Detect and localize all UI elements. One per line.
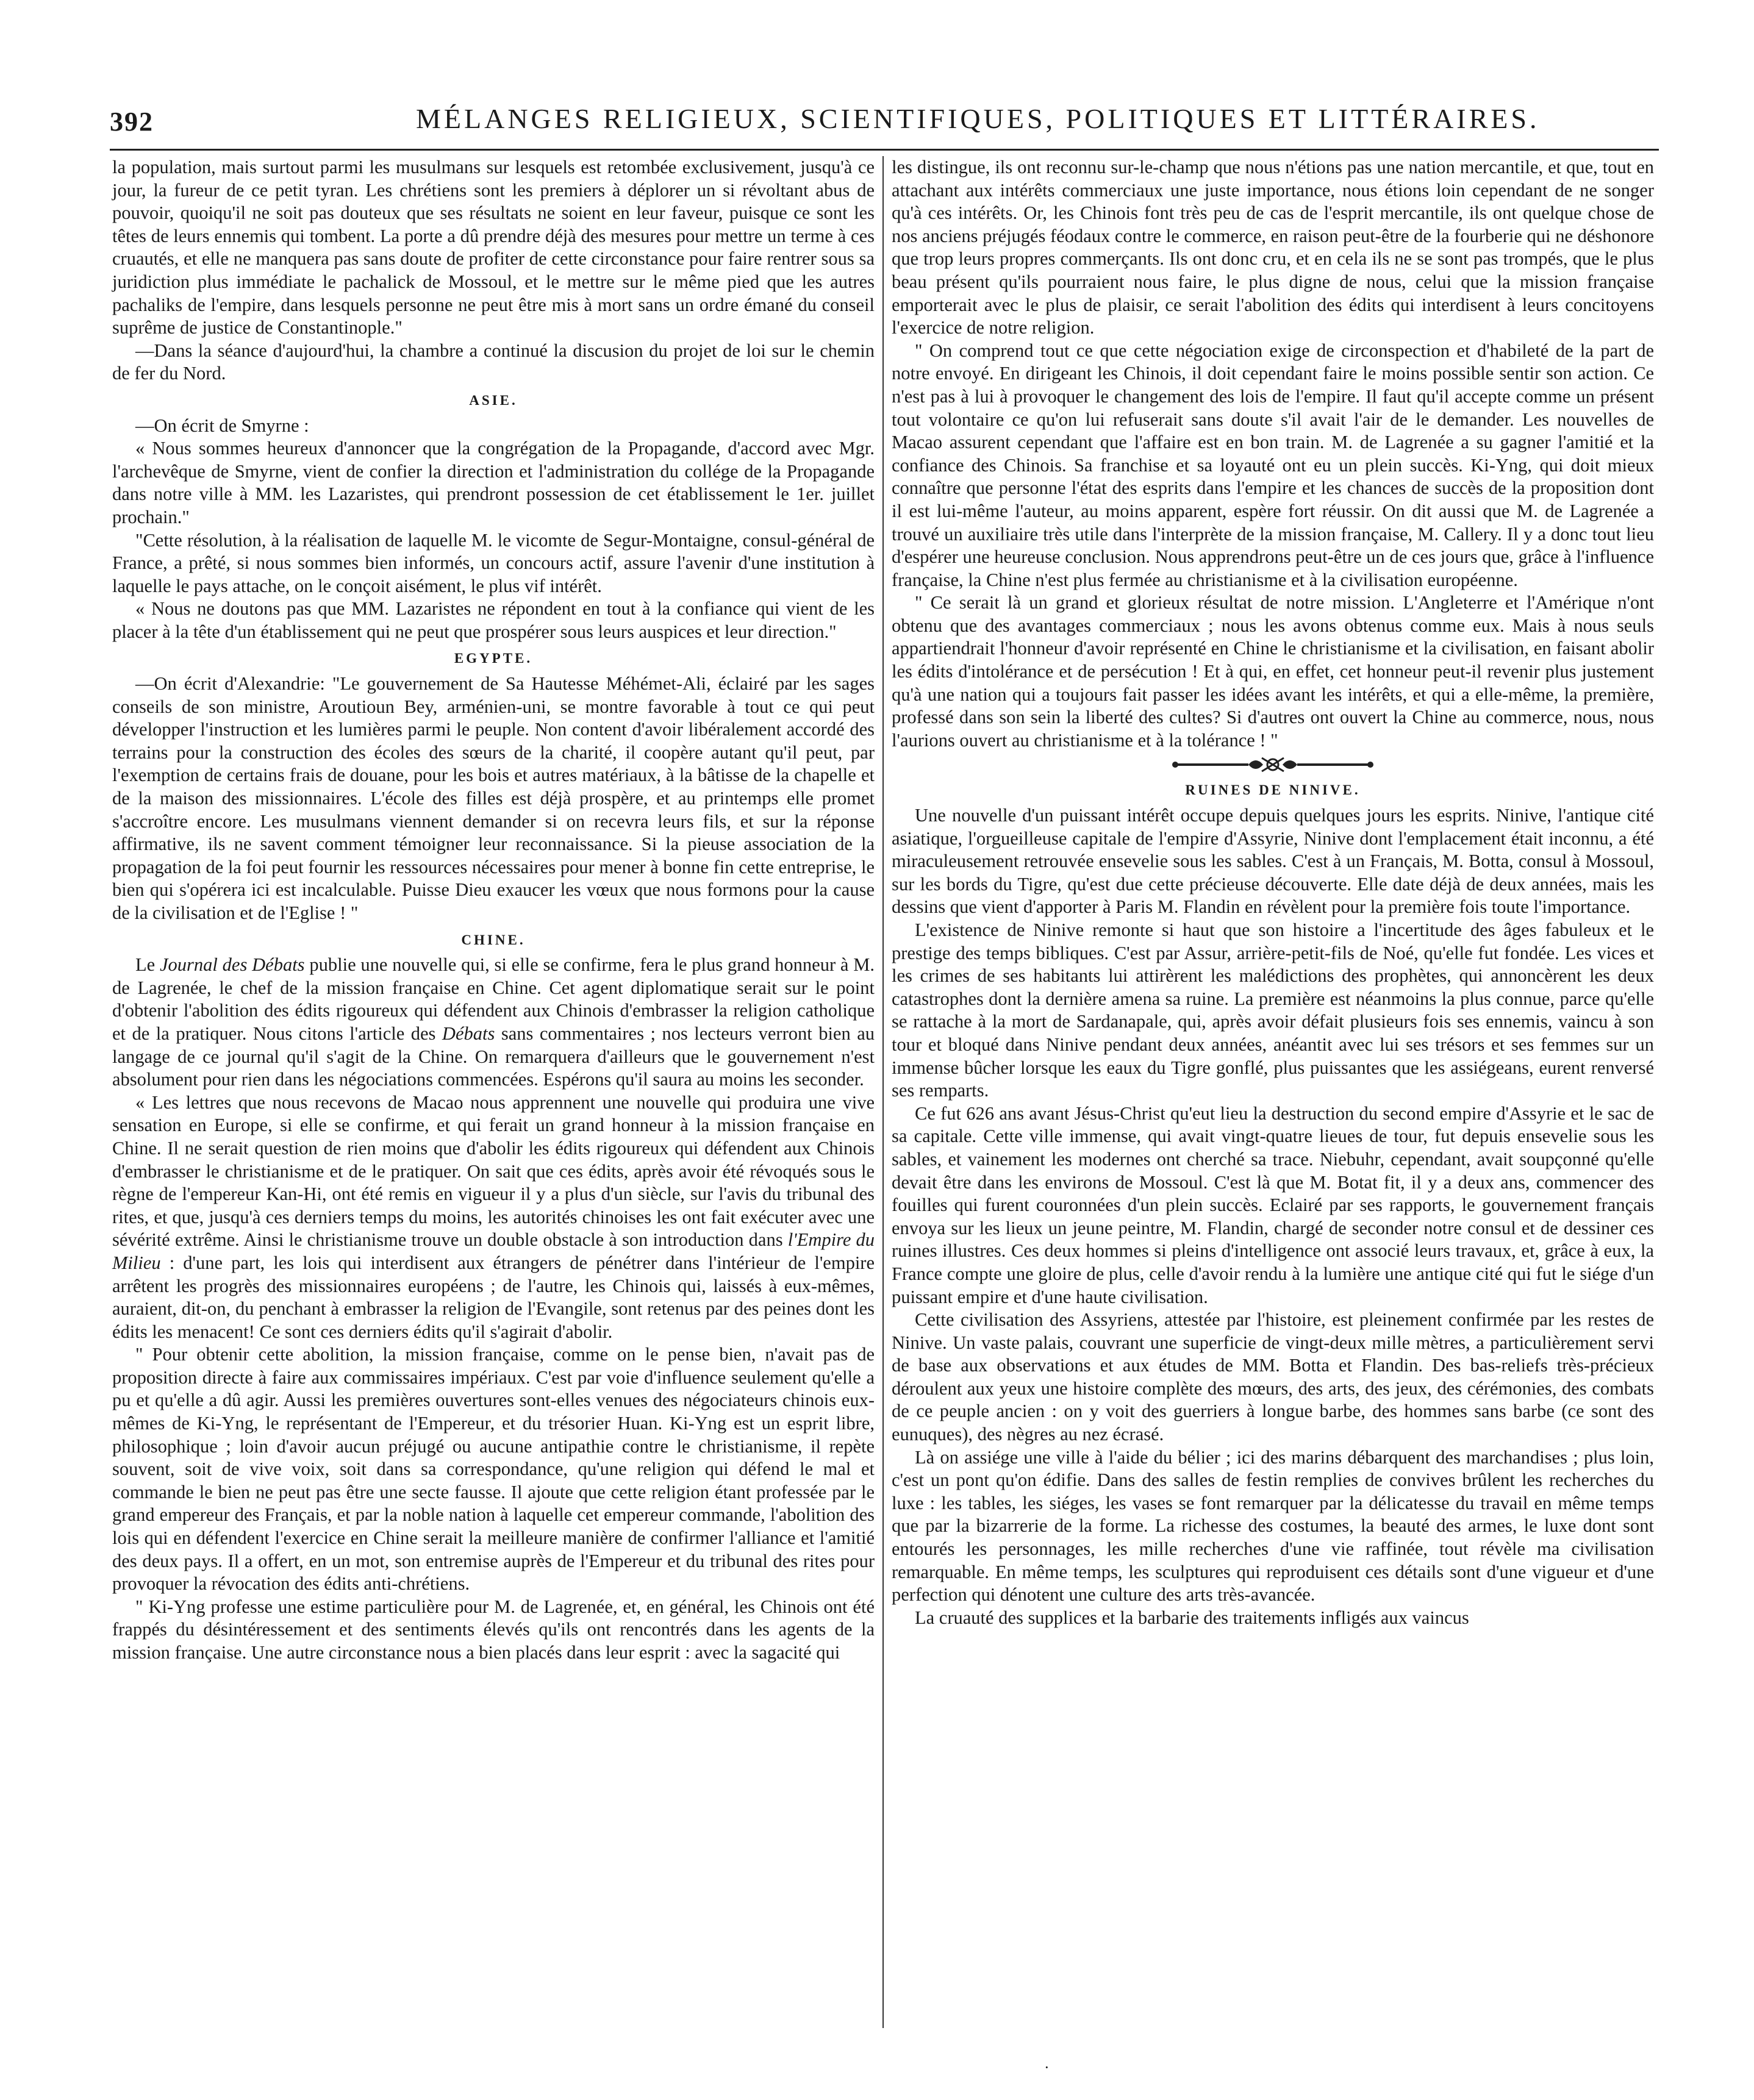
floral-divider-icon bbox=[892, 754, 1654, 775]
paragraph: —Dans la séance d'aujourd'hui, la chambre a continué la discusion du projet de loi sur le chemin de fer du Nord. bbox=[112, 340, 875, 384]
text-run: publie une nouvelle qui, si elle se confirme, fera le plus grand honneur à M. de Lagrenée, le chef de la mission française en Chine. Cet agent diplomatique serait sur le point d'obtenir l'abolition des édits rigoureux qui défendent aux Chinois d'embrasser la religion catholique et de la pratiquer. Nous citons l'article des bbox=[112, 954, 875, 1044]
footer-mark: · bbox=[1044, 2059, 1050, 2076]
paragraph: " Ki-Yng professe une estime particulière pour M. de Lagrenée, et, en général, les Chinois ont été frappés du désintéressement et des sentiments élevés qu'ils ont rencontrés dans les agents de la mission française. Une autre circonstance nous a bien placés dans leur esprit : avec la sagacité qui bbox=[112, 1596, 875, 1663]
paragraph bbox=[112, 954, 875, 1091]
paragraph: Ce fut 626 ans avant Jésus-Christ qu'eut lieu la destruction du second empire d'Assyrie et le sac de sa capitale. Cette ville immense, qui avait vingt-quatre lieues de tour, fut depuis ensevelie sous les sables, et vainement les modernes ont cherché sa trace. Niebuhr, cependant, avait soupçonné qu'elle devait être dans les environs de Mossoul. C'est là que M. Botat fit, il y a deux ans, commencer des fouilles qui furent couronnées d'un plein succès. Eclairé par ses rapports, le gouvernement français envoya sur les lieux un jeune peintre, M. Flandin, chargé de seconder notre consul et de dessiner ces ruines illustres. Ces deux hommes si pleins d'intelligence ont associé leurs travaux, et, grâce à eux, la France compte une gloire de plus, celle d'avoir rendu à la lumière une antique cité qui fut le siége d'un puissant empire et d'une haute civilisation. bbox=[892, 1102, 1654, 1307]
paragraph: " On comprend tout ce que cette négociation exige de circonspection et d'habileté de la part de notre envoyé. En dirigeant les Chinois, il doit cependant faire le moins possible sentir son action. Ce n'est pas à lui à provoquer le changement des lois de l'empire. Il faut qu'il accepte comme un présent tout volontaire ce qu'on lui refuserait sans doute s'il avait l'air de le demander. Les nouvelles de Macao assurent cependant que l'affaire est en bon train. M. de Lagrenée a su gagner l'amitié et la confiance des Chinois. Sa franchise et sa loyauté ont eu un plein succès. Ki-Yng, qui doit mieux connaître que personne l'état des esprits dans l'empire et les chances de succès de la proposition dont il est lui-même l'auteur, au moins apparent, espère fort réussir. On dit aussi que M. de Lagrenée a trouvé un auxiliaire très utile dans l'interprète de la mission française, M. Callery. Il y a donc tout lieu d'espérer une heureuse conclusion. Nous apprendrons peut-être un de ces jours que, grâce à l'influence française, la Chine n'est plus fermée au christianisme et à la civilisation européenne. bbox=[892, 340, 1654, 590]
paragraph: Une nouvelle d'un puissant intérêt occupe depuis quelques jours les esprits. Ninive, l'antique cité asiatique, l'orgueilleuse capitale de l'empire d'Assyrie, Ninive dont l'emplacement était inconnu, a été miraculeusement retrouvée ensevelie sous les sables. C'est à un Français, M. Botta, consul à Mossoul, sur les bords du Tigre, qu'est due cette précieuse découverte. Elle date déjà de deux années, mais les dessins que vient d'apporter à Paris M. Flandin en révèlent pour la première fois toute l'importance. bbox=[892, 805, 1654, 918]
paragraph: les distingue, ils ont reconnu sur-le-champ que nous n'étions pas une nation mercantile, et que, tout en attachant aux intérêts commerciaux une juste importance, nous étions loin cependant de ne songer qu'à ces intérêts. Or, les Chinois font très peu de cas de l'esprit mercantile, ils ont quelque chose de nos anciens préjugés féodaux contre le commerce, en raison peut-être de la fourberie qui ne déshonore que trop leurs propres commerçants. Ils ont donc cru, et en cela ils ne se sont pas trompés, que le plus beau présent qu'ils pourraient nous faire, le plus digne de nous, celui que la mission française emporterait avec le plus de plaisir, ce serait l'abolition des édits qui interdisent à leurs concitoyens l'exercice de notre religion. bbox=[892, 157, 1654, 338]
paragraph: la population, mais surtout parmi les musulmans sur lesquels est retombée exclusivement, jusqu'à ce jour, la fureur de ce petit tyran. Les chrétiens sont les premiers à déplorer un si révoltant abus de pouvoir, quoiqu'il ne soit pas douteux que ses résultats ne soient en leur faveur, puisque ce sont les têtes de leurs ennemis qui tombent. La porte a dû prendre déjà des mesures pour mettre un terme à ces cruautés, et elle ne manquera pas sans doute de profiter de cette circonstance pour faire rentrer sous sa juridiction plus immédiate le pachalick de Mossoul, et le mettre sur le même pied que les autres pachaliks de l'empire, dans lesquels personne ne peut être mis à mort sans un ordre émané du conseil suprême de justice de Constantinople." bbox=[112, 157, 875, 338]
text-run: « Les lettres que nous recevons de Macao nous apprennent une nouvelle qui produira une vive sensation en Europe, si elle se confirme, et qui ferait un grand honneur à la mission française en Chine. Il ne serait question de rien moins que d'abolir les édits rigoureux qui défendent aux Chinois d'embrasser le christianisme et de le pratiquer. On sait que ces édits, après avoir été révoqués sous le règne de l'empereur Kan-Hi, ont été remis en vigueur il y a plus d'un siècle, sur l'avis du tribunal des rites, et que, jusqu'à ces derniers temps du moins, les autorités chinoises les ont fait exécuter avec une sévérité extrême. Ainsi le christianisme trouve un double obstacle à son introduction dans bbox=[112, 1091, 875, 1251]
text-run: Le bbox=[135, 954, 160, 976]
running-head bbox=[110, 102, 1659, 139]
section-heading-ruines-de-ninive: RUINES DE NINIVE. bbox=[1185, 782, 1361, 798]
text-run: sans commentaires ; nos lecteurs verront bien au langage de ce journal qu'il s'agit de la Chine. On remarquera d'ailleurs que le gouvernement n'est absolument pour rien dans les négociations commencées. Espérons qu'il saura au moins les seconder. bbox=[112, 1023, 875, 1090]
page-number: 392 bbox=[110, 107, 154, 137]
empire-name-italic: l'Empire du Milieu bbox=[112, 1229, 875, 1273]
paragraph: L'existence de Ninive remonte si haut que son histoire a l'incertitude des âges fabuleux et le prestige des temps bibliques. C'est par Assur, arrière-petit-fils de Noé, qu'elle fut fondée. Les vices et les crimes de ses habitants lui attirèrent les malédictions des prophètes, qui annoncèrent les deux catastrophes dont la dernière amena sa ruine. La première est néanmoins la plus connue, parce qu'elle se rattache à la mort de Sardanapale, qui, après avoir défait plusieurs fois ses ennemis, vaincu à son tour et bloqué dans Ninive pendant deux années, anéantit avec lui ses trésors et ses femmes sur un immense bûcher lorsque les eaux du Tigre gonflé, plus puissantes que les assiégeans, eurent renversé ses remparts. bbox=[892, 920, 1654, 1101]
left-column bbox=[112, 156, 875, 1665]
section-heading-chine: CHINE. bbox=[461, 932, 526, 948]
paragraph: « Nous ne doutons pas que MM. Lazaristes ne répondent en tout à la confiance qui vient de les placer à la tête d'un établissement qui ne peut que prospérer sous leurs auspices et leur direction." bbox=[112, 598, 875, 642]
paragraph: —On écrit de Smyrne : bbox=[135, 415, 309, 436]
journal-name-italic: Débats bbox=[442, 1023, 495, 1044]
paragraph: —On écrit d'Alexandrie: "Le gouvernement de Sa Hautesse Méhémet-Ali, éclairé par les sages conseils de son ministre, Aroutioun Bey, arménien-uni, se montre favorable à tout ce qui peut développer l'instruction et les lumières parmi le peuple. Non content d'avoir libéralement accordé des terrains pour la construction des écoles des sœurs de la charité, il coopère autant qu'il peut, par l'exemption de certains frais de douane, pour les bois et autres matériaux, à la bâtisse de la chapelle et de la maison des missionnaires. L'école des filles est déjà prospère, et au printemps elle promet s'accroître encore. Les musulmans viennent demander si on recevra leurs fils, et sur la réponse affirmative, ils ne savent comment témoigner leur reconnaissance. Si la pieuse association de la propagation de la foi peut fournir les ressources nécessaires pour mener à bonne fin cette entreprise, le bien qui s'opérera ici est incalculable. Puisse Dieu exaucer les vœux que nous formons pour la cause de la civilisation et de l'Eglise ! " bbox=[112, 673, 875, 923]
paragraph: Là on assiége une ville à l'aide du bélier ; ici des marins débarquent des marchandises ; plus loin, c'est un pont qu'on édifie. Dans des salles de festin remplies de convives brûlent les recherches du luxe : les tables, les siéges, les vases se font remarquer par la délicatesse du travail en même temps que par la bizarrerie de la forme. La richesse des costumes, la beauté des armes, le luxe dont sont entourés les personnages, les mille recherches d'une vie raffinée, tout révèle ma civilisation remarquable. En même temps, les sculptures qui reproduisent ces détails sont d'une vigueur et d'une perfection qui dénotent une culture des arts très-avancée. bbox=[892, 1446, 1654, 1605]
text-run: : d'une part, les lois qui interdisent aux étrangers de pénétrer dans l'intérieur de l'empire arrêtent les progrès des missionnaires européens ; de l'autre, les Chinois qui, laissés à eux-mêmes, auraient, dit-on, du penchant à embrasser la religion de l'Evangile, sont retenus par des peines dont les édits les menacent! Ce sont ces derniers édits qu'il s'agirait d'abolir. bbox=[112, 1252, 875, 1342]
paragraph bbox=[112, 1091, 875, 1344]
section-heading-asie: ASIE. bbox=[469, 392, 518, 408]
paragraph: " Ce serait là un grand et glorieux résultat de notre mission. L'Angleterre et l'Amérique n'ont obtenu que des avantages commerciaux ; nous les avons obtenus comme eux. Mais à nous seuls appartiendrait l'honneur d'avoir représenté en Chine le christianisme et la civilisation, en faisant abolir les édits d'intolérance et de persécution ! Et à qui, en effet, cet honneur peut-il revenir plus justement qu'à une nation qui a toujours fait passer les idées avant les intérêts, et qui a elle-même, la première, professé dans son sein la liberté des cultes? Si d'autres ont ouvert la Chine au commerce, nous, nous l'aurions ouvert au christianisme et à la tolérance ! " bbox=[892, 592, 1654, 751]
journal-name-italic: Journal des Débats bbox=[159, 954, 305, 976]
journal-title: MÉLANGES RELIGIEUX, SCIENTIFIQUES, POLITIQUES ET LITTÉRAIRES. bbox=[416, 103, 1540, 134]
paragraph: « Nous sommes heureux d'annoncer que la congrégation de la Propagande, d'accord avec Mgr. l'archevêque de Smyrne, vient de confier la direction et l'administration du collége de la Propagande dans notre ville à MM. les Lazaristes, qui prendront possession de cet établissement le 1er. juillet prochain." bbox=[112, 438, 875, 527]
header-rule bbox=[110, 149, 1659, 151]
section-heading-egypte: EGYPTE. bbox=[454, 651, 533, 666]
column-separator bbox=[882, 156, 884, 2028]
paragraph: " Pour obtenir cette abolition, la mission française, comme on le pense bien, n'avait pas de proposition directe à faire aux commissaires impériaux. C'est par voie d'influence seulement qu'elle a pu et qu'elle a dû agir. Aussi les premières ouvertures sont-elles venues des négociateurs chinois eux-mêmes de Ki-Yng, le représentant de l'Empereur, et du trésorier Huan. Ki-Yng est un esprit libre, philosophique ; loin d'avoir aucun préjugé ou aucune antipathie contre le christianisme, il repète souvent, soit de vive voix, soit dans sa correspondance, qu'une religion qui défend le mal et commande le bien ne peut pas être une secte fausse. Il ajoute que cette religion étant professée par le grand empereur des Français, et par la noble nation à laquelle cet empereur commande, l'abolition des lois qui en défendent l'exercice en Chine serait la meilleure manière de confirmer l'alliance et l'amitié des deux pays. Il a offert, en un mot, son entremise auprès de l'Empereur et du tribunal des rites pour provoquer la révocation des édits anti-chrétiens. bbox=[112, 1344, 875, 1595]
paragraph: Cette civilisation des Assyriens, attestée par l'histoire, est pleinement confirmée par les restes de Ninive. Un vaste palais, couvrant une superficie de vingt-deux mille mètres, a particulièrement servi de base aux observations et aux études de MM. Botta et Flandin. Des bas-reliefs très-précieux déroulent aux yeux une histoire complète des mœurs, des arts, des jeux, des cérémonies, des combats de ce peuple ancien : on y voit des guerriers à longue barbe, des hommes sans barbe (ce sont des eunuques), des nègres au nez écrasé. bbox=[892, 1309, 1654, 1445]
paragraph: "Cette résolution, à la réalisation de laquelle M. le vicomte de Segur-Montaigne, consul-général de France, a prêté, si nous sommes bien informés, un concours actif, assure l'avenir d'une institution à laquelle le pays attache, on le conçoit aisément, le plus vif intérêt. bbox=[112, 529, 875, 596]
right-column bbox=[892, 156, 1654, 1629]
paragraph: La cruauté des supplices et la barbarie des traitements infligés aux vaincus bbox=[915, 1607, 1469, 1628]
